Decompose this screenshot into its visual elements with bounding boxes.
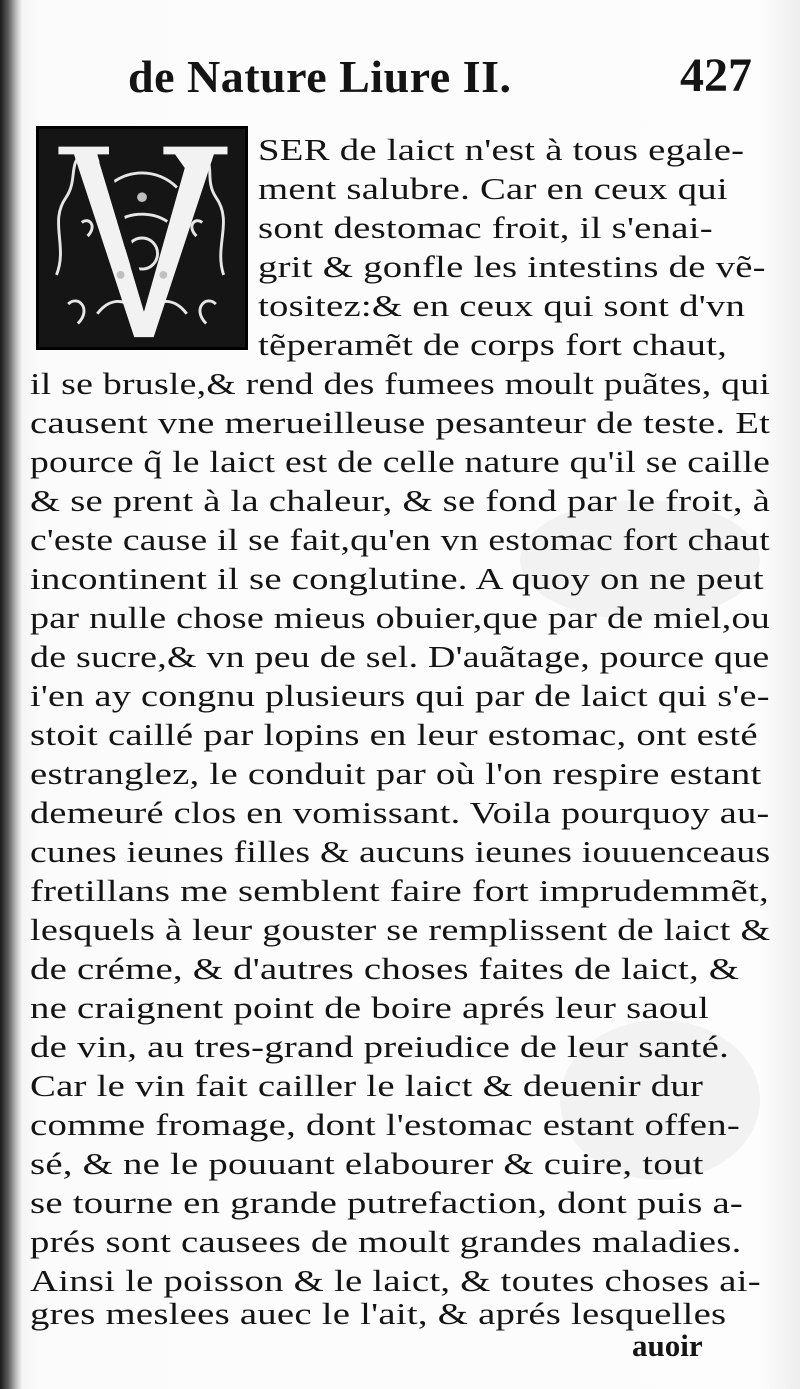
text-line: estranglez, le conduit par où l'on respire estant [30, 756, 762, 791]
text-line: se tourne en grande putrefaction, dont puis a- [30, 1185, 744, 1220]
text-line: Ainsi le poisson & le laict, & toutes choses ai- [30, 1263, 761, 1298]
text-line: ment salubre. Car en ceux qui [258, 171, 728, 206]
text-line: sont destomac froit, il s'enai- [258, 210, 713, 245]
text-line: par nulle chose mieus obuier,que par de miel,ou [30, 600, 771, 635]
text-line: tẽperamẽt de corps fort chaut, [258, 327, 728, 362]
catchword: auoir [632, 1328, 703, 1363]
text-line: demeuré clos en vomissant. Voila pourquoy au- [30, 795, 770, 830]
text-line: tositez:& en ceux qui sont d'vn [258, 288, 746, 323]
page-number: 427 [680, 49, 752, 102]
text-line: il se brusle,& rend des fumees moult puãtes, qui [30, 366, 771, 401]
text-line: fretillans me semblent faire fort imprudemmẽt, [30, 873, 769, 908]
text-line: cunes ieunes filles & aucuns ieunes iouuenceaus [30, 834, 771, 869]
text-line: gres meslees auec le l'ait, & aprés lesquelles [30, 1296, 727, 1331]
text-line: Car le vin fait cailler le laict & deuenir dur [30, 1068, 704, 1103]
text-line: lesquels à leur gouster se remplissent de laict & [30, 912, 771, 947]
text-line: de vin, au tres-grand preiudice de leur santé. [30, 1029, 730, 1064]
text-line: pource q̃ le laict est de celle nature qu'il se caille [30, 444, 771, 479]
running-title: de Nature Liure II. [128, 51, 512, 102]
text-line: i'en ay congnu plusieurs qui par de laict qui s'e- [30, 678, 770, 713]
text-line: SER de laict n'est à tous egale- [258, 132, 745, 167]
text-line: prés sont causees de moult grandes maladies. [30, 1224, 742, 1259]
text-line: stoit caillé par lopins en leur estomac, ont esté [30, 717, 758, 752]
text-line: incontinent il se conglutine. A quoy on ne peut [30, 561, 764, 596]
text-line: causent vne merueilleuse pesanteur de teste. Et [30, 405, 771, 440]
text-line: comme fromage, dont l'estomac estant offen- [30, 1107, 740, 1142]
text-line: ne craignent point de boire aprés leur saoul [30, 990, 710, 1025]
text-line: de créme, & d'autres choses faites de laict, & [30, 951, 740, 986]
text-line: sé, & ne le pouuant elabourer & cuire, tout [30, 1146, 704, 1181]
text-line: de sucre,& vn peu de sel. D'auãtage, pource que [30, 639, 770, 674]
text-line: c'este cause il se fait,qu'en vn estomac fort chaut [30, 522, 770, 557]
text-line: & se prent à la chaleur, & se fond par le froit, à [30, 483, 771, 518]
text-line: grit & gonfle les intestins de vẽ- [258, 249, 766, 284]
